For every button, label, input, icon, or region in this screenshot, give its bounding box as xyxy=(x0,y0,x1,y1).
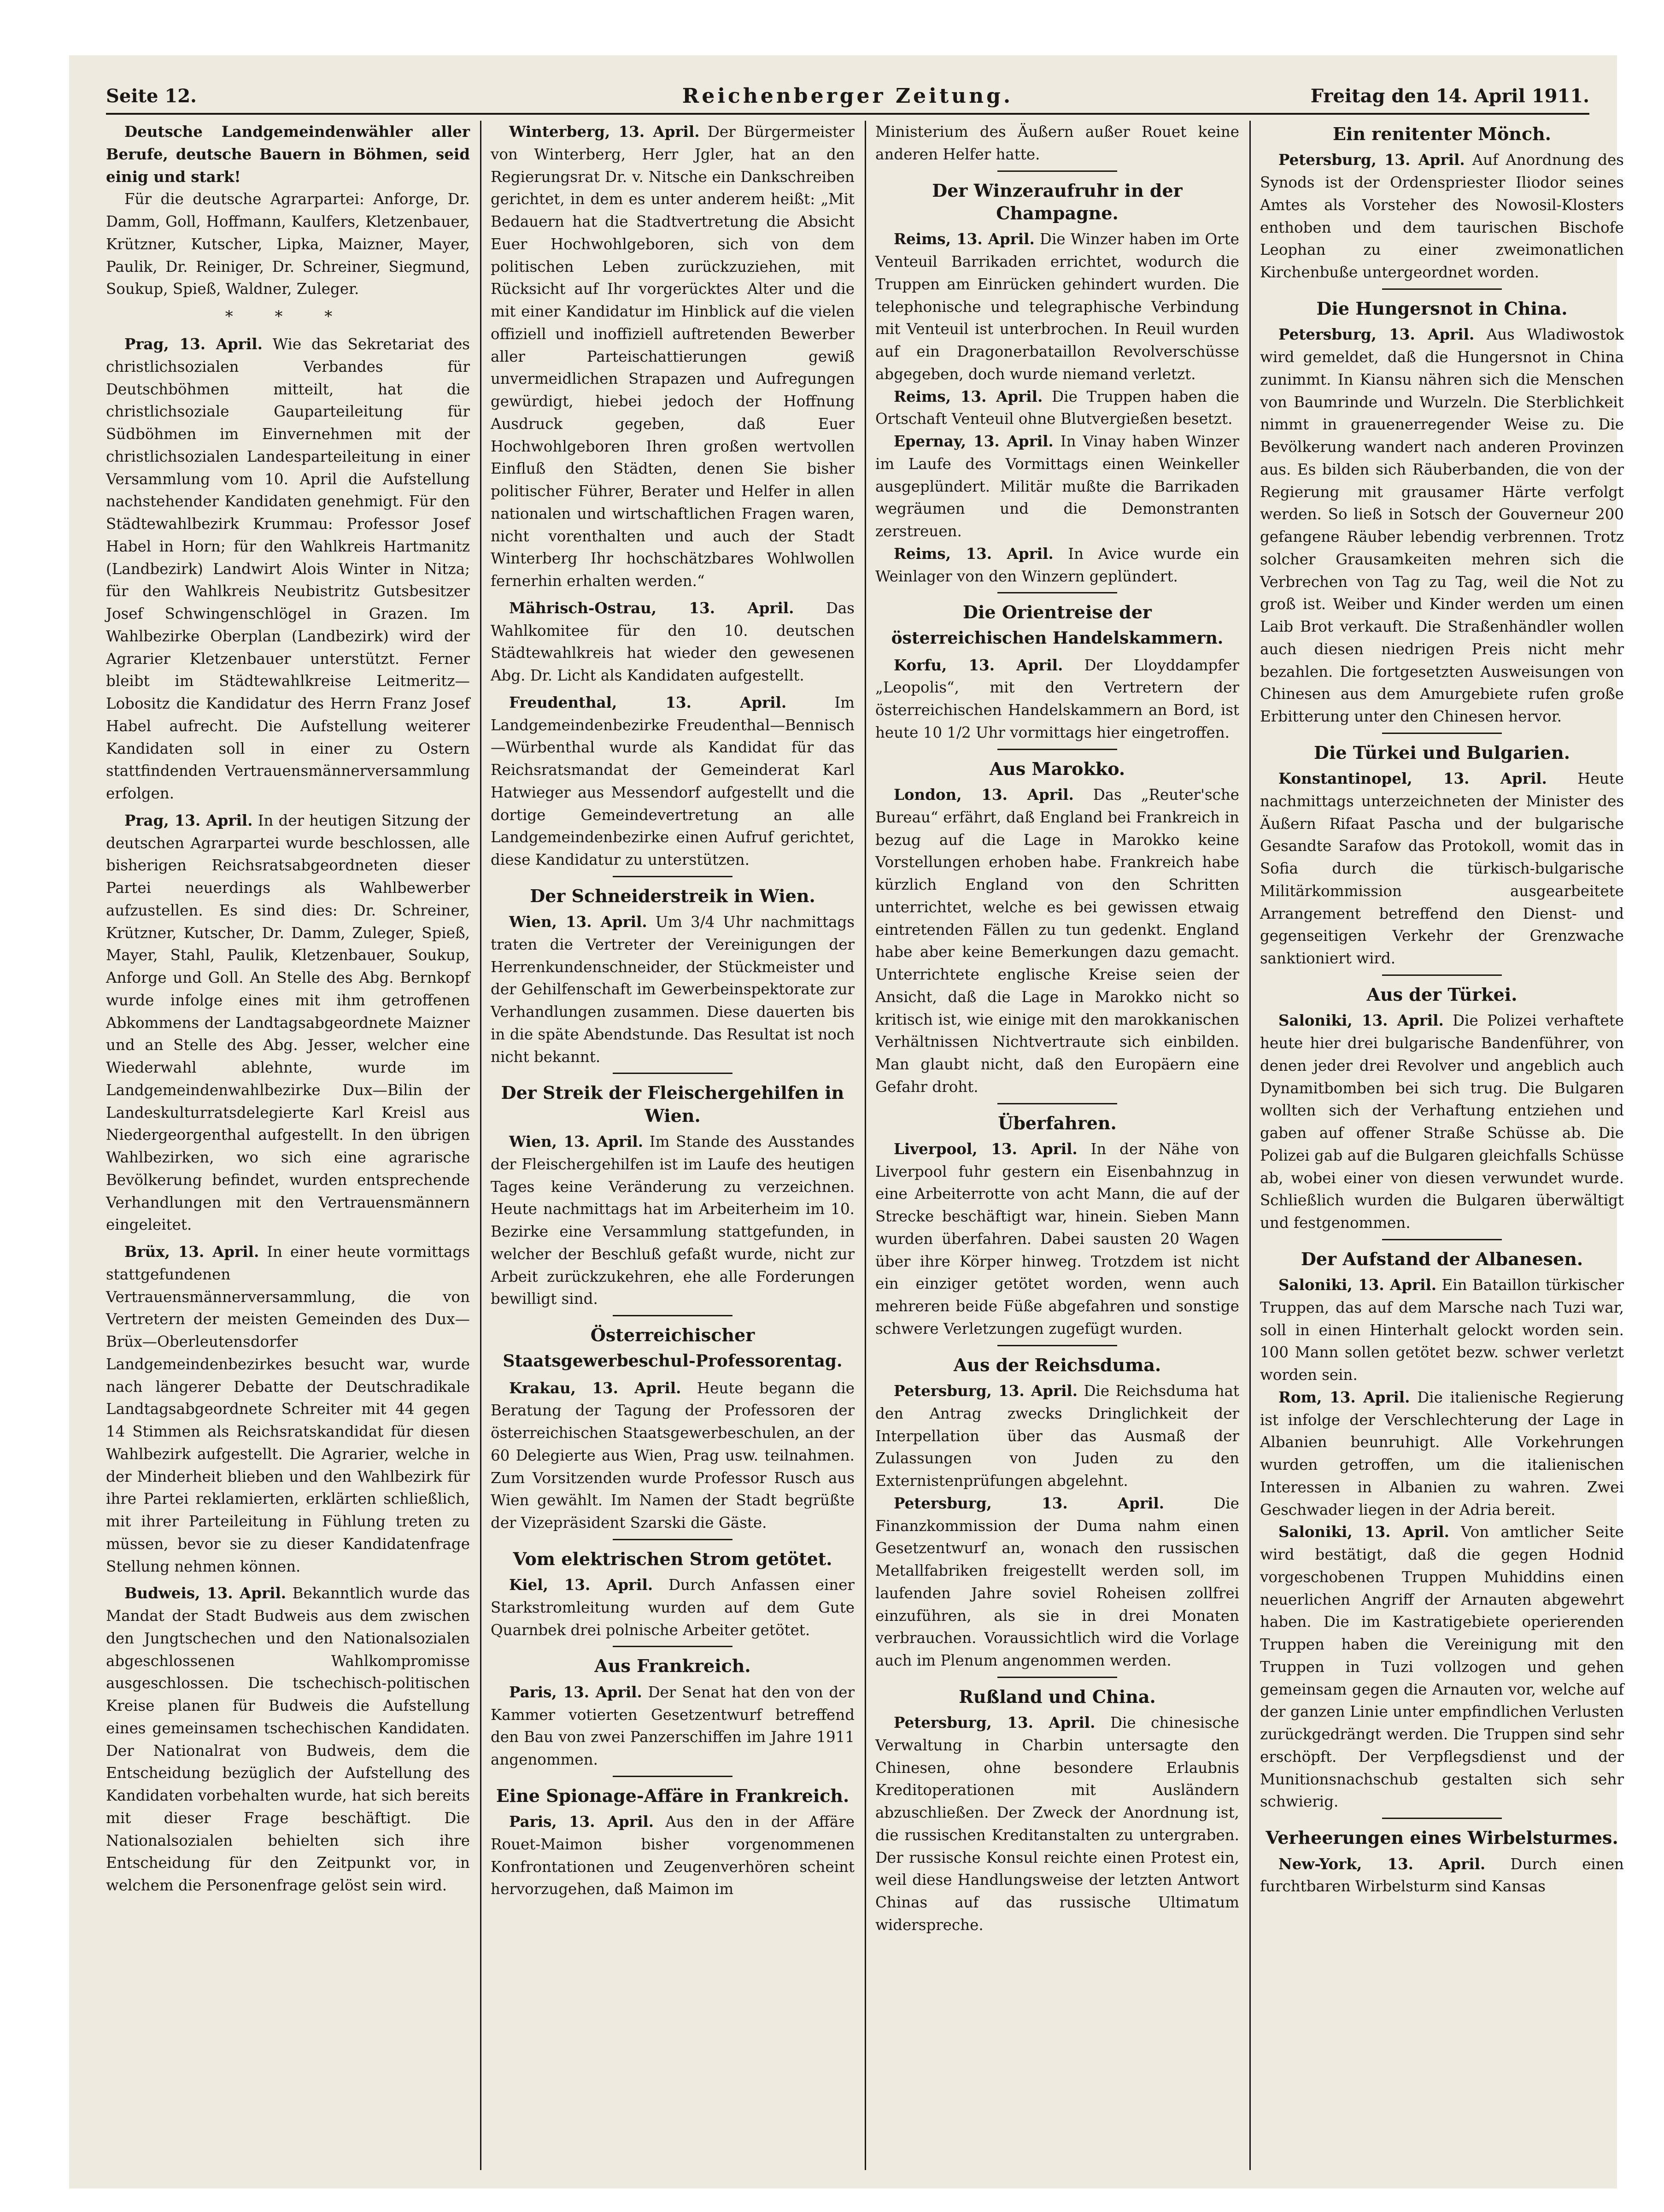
separator-rule xyxy=(1382,974,1502,976)
column-3 xyxy=(875,121,1239,2170)
news-item xyxy=(1260,149,1624,284)
dateline: Paris, 13. April. xyxy=(509,1683,642,1701)
news-item xyxy=(491,1574,855,1641)
section-heading: Der Schneiderstreik in Wien. xyxy=(530,885,815,906)
news-item xyxy=(491,1811,855,1901)
news-item xyxy=(1260,768,1624,970)
column-rule xyxy=(865,121,866,2170)
item-text: Die Truppen haben die Ortschaft Venteuil ohne Blutvergießen besetzt. xyxy=(875,387,1239,428)
appeal-text: Deutsche Landgemeindenwähler aller Berufe, deutsche Bauern in Böhmen, seid einig und stark! xyxy=(106,123,470,186)
separator-rule xyxy=(613,876,732,877)
separator-rule xyxy=(997,749,1117,750)
section-heading: Der Streik der Fleischergehilfen in Wien. xyxy=(501,1082,844,1126)
news-item xyxy=(1260,1853,1624,1898)
column-rule xyxy=(480,121,481,2170)
news-item xyxy=(875,228,1239,587)
section-heading: Aus der Türkei. xyxy=(1366,984,1518,1005)
election-appeal xyxy=(106,121,470,300)
section-heading: Eine Spionage-Affäre in Frankreich. xyxy=(496,1785,850,1806)
dateline: New-York, 13. April. xyxy=(1278,1854,1486,1873)
news-item xyxy=(875,654,1239,744)
section-heading: Der Aufstand der Albanesen. xyxy=(1301,1248,1583,1269)
item-text: In einer heute vormittags stattgefundenen Vertrauensmännerversammlung, die von Vertretern der meisten Gemeinden des Dux—Brüx—Oberleutensdorfer Landgemeindenbezirkes besucht war, wurde nach längerer Debatte der Deutschradikale Landtagsabgeordnete Schreiter mit 44 gegen 14 Stimmen als Reichsratskandidat für diesen Wahlbezirk aufgestellt. Die Agrarier, welche in der Minderheit blieben und den Wahlbezirk für ihre Partei reklamierten, erklärten schließlich, mit ihrer Parteileitung in Fühlung treten zu müssen, bevor sie zu dieser Kandidatenfrage Stellung nehmen können. xyxy=(106,1243,470,1575)
section-heading: Die Orientreise der xyxy=(963,602,1152,623)
dateline: Petersburg, 13. April. xyxy=(894,1713,1096,1732)
item-text: Auf Anordnung des Synods ist der Ordenspriester Iliodor seines Amtes als Vorsteher des Nowosil-Klosters enthoben und dem taurischen Bischofe Leophan zu einer zweimonatlichen Kirchenbuße untergeordnet worden. xyxy=(1260,151,1624,282)
column-1 xyxy=(106,121,470,2170)
separator-rule xyxy=(997,1103,1117,1104)
dateline: Epernay, 13. April. xyxy=(894,432,1054,451)
dateline: Saloniki, 13. April. xyxy=(1278,1523,1449,1541)
item-text: Wie das Sekretariat des christlichsozialen Verbandes für Deutschböhmen mitteilt, hat die christlichsoziale Gauparteileitung für Südböhmen im Einvernehmen mit der christlichsozialen Landesparteileitung in einer Versammlung vom 10. April die Aufstellung nachstehender Kandidaten genehmigt. Für den Städtewahlbezirk Krummau: Professor Josef Habel in Horn; für den Wahlkreis Hartmanitz (Landbezirk) Landwirt Alois Winter in Nitza; für den Wahlkreis Neubistritz Gutsbesitzer Josef Schwingenschlögel in Grazen. Im Wahlbezirke Oberplan (Landbezirk) wird der Agrarier Kletzenbauer unterstützt. Ferner bleibt im Städtewahlkreise Leitmeritz—Lobositz die Kandidatur des Herrn Franz Josef Habel aufrecht. Die Aufstellung weiterer Kandidaten soll in einer zu Ostern stattfindenden Vertrauensmännerversammlung erfolgen. xyxy=(106,335,470,802)
item-text: Heute begann die Beratung der Tagung der Professoren der österreichischen Staatsgewerbeschulen, an der 60 Delegierte aus Wien, Prag usw. teilnahmen. Zum Vorsitzenden wurde Professor Rusch aus Wien gewählt. Im Namen der Stadt begrüßte der Vizepräsident Szarski die Gäste. xyxy=(491,1379,855,1532)
news-item xyxy=(491,597,855,687)
dateline: Liverpool, 13. April. xyxy=(894,1139,1078,1158)
news-item xyxy=(106,810,470,1236)
item-text: Der Lloyddampfer „Leopolis“, mit den Vertretern der österreichischen Handelskammern an Bord, ist heute 10 1/2 Uhr vormittags hier eingetroffen. xyxy=(875,656,1239,741)
news-item xyxy=(491,692,855,871)
section-heading: Die Hungersnot in China. xyxy=(1316,298,1568,319)
section-heading: Die Türkei und Bulgarien. xyxy=(1314,742,1570,763)
news-item xyxy=(1260,1274,1624,1813)
item-text: Das Wahlkomitee für den 10. deutschen Städtewahlkreis hat wieder den gewesenen Abg. Dr. Licht als Kandidaten aufgestellt. xyxy=(491,599,855,684)
dateline: Krakau, 13. April. xyxy=(509,1379,681,1397)
news-item xyxy=(106,1241,470,1578)
paper-title: Reichenberger Zeitung. xyxy=(682,84,1014,108)
separator-rule xyxy=(1382,1239,1502,1240)
dateline: Kiel, 13. April. xyxy=(509,1576,653,1594)
item-text: Die Reichsduma hat den Antrag zwecks Dringlichkeit der Interpellation über das Ausmaß der Zulassungen von Juden zu den Externistenprüfungen abgelehnt. xyxy=(875,1382,1239,1490)
news-item xyxy=(875,1712,1239,1936)
column-4 xyxy=(1260,121,1624,2170)
dateline: Reims, 13. April. xyxy=(894,387,1043,405)
dateline: Paris, 13. April. xyxy=(509,1813,654,1831)
dateline: Reims, 13. April. xyxy=(894,230,1035,248)
dateline: Freudenthal, 13. April. xyxy=(509,693,787,711)
dateline: Winterberg, 13. April. xyxy=(509,123,700,141)
news-item xyxy=(491,1681,855,1771)
news-item xyxy=(491,911,855,1068)
separator-rule xyxy=(613,1315,732,1316)
dateline: Rom, 13. April. xyxy=(1278,1388,1410,1406)
section-heading: Aus Marokko. xyxy=(989,758,1125,779)
running-head xyxy=(106,81,1589,113)
item-text: Um 3/4 Uhr nachmittags traten die Vertreter der Vereinigungen der Herrenkundenschneider, der Stückmeister und der Gehilfenschaft im Gewerbeinspektorate zur Verhandlungen zusammen. Diese dauerten bis in die späte Abendstunde. Das Resultat ist noch nicht bekannt. xyxy=(491,913,855,1066)
item-text: Die Finanzkommission der Duma nahm einen Gesetzentwurf an, wonach den russischen Metallfabriken freigestellt werden soll, im laufenden Jahre soviel Roheisen zollfrei einzuführen, als sie in drei Monaten verbrauchen. Voraussichtlich wird die Vorlage auch im Plenum angenommen werden. xyxy=(875,1494,1239,1670)
item-text: Das „Reuter'sche Bureau“ erfährt, daß England bei Frankreich in bezug auf die Lage in Marokko keine Vorstellungen erhoben habe. Frankreich habe kürzlich England von den Schritten unterrichtet, welche es bei gewissen etwaig eintretenden Fällen zu tun gedenkt. England habe aber keine Bemerkungen dazu gemacht. Unterrichtete englische Kreise seien der Ansicht, daß die Lage in Marokko nicht so kritisch ist, wie einige mit den marokkanischen Verhältnissen Nichtvertraute sich einbilden. Man glaubt nicht, daß den Europäern eine Gefahr droht. xyxy=(875,786,1239,1096)
separator-rule xyxy=(997,170,1117,172)
news-item xyxy=(106,1582,470,1897)
item-text: Durch Anfassen einer Starkstromleitung wurden auf dem Gute Quarnbek drei polnische Arbeiter getötet. xyxy=(491,1576,855,1639)
section-heading: Rußland und China. xyxy=(959,1686,1156,1707)
column-rule xyxy=(1249,121,1251,2170)
dateline: Konstantinopel, 13. April. xyxy=(1278,769,1547,788)
columns xyxy=(106,121,1624,2170)
separator-rule xyxy=(613,1073,732,1074)
item-text: In der Nähe von Liverpool fuhr gestern ein Eisenbahnzug in eine Arbeiterrotte von acht Mann, die auf der Strecke beschäftigt war, hinein. Sieben Mann wurden überfahren. Dabei sausten 20 Wagen über ihre Körper hinweg. Trotzdem ist nicht ein einziger getötet worden, wenn auch mehreren beide Füße abgefahren und sonstige schwere Verletzungen zugefügt wurden. xyxy=(875,1140,1239,1338)
item-text: In Vinay haben Winzer im Laufe des Vormittags einen Weinkeller ausgeplündert. Militär mußte die Barrikaden wegräumen und die Demonstranten zerstreuen. xyxy=(875,433,1239,540)
item-text: Die Polizei verhaftete heute hier drei bulgarische Bandenführer, von denen jeder drei Revolver und angeblich auch Dynamitbomben bei sich trug. Die Bulgaren wollten sich der Verhaftung entziehen und gaben auf offener Straße Schüsse ab. Die Polizei gab auf die Bulgaren gleichfalls Schüsse ab, wobei einer von diesen verwundet wurde. Schließlich wurden die Bulgaren überwältigt und festgenommen. xyxy=(1260,1012,1624,1232)
section-heading: Der Winzeraufruhr in der Champagne. xyxy=(932,180,1183,223)
item-text: Der Bürgermeister von Winterberg, Herr Jgler, hat an den Regierungsrat Dr. v. Nitsche ein Dankschreiben gerichtet, in dem es unter anderem heißt: „Mit Bedauern hat die Stadtvertretung die Absicht Euer Hochwohlgeboren, sich von dem politischen Leben zurückzuziehen, mit Rücksicht auf Ihr vorgerücktes Alter und die mit einer Kandidatur im Hinblick auf die vielen offiziell und inoffiziell auftretenden Bewerber aller Parteischattierungen gewiß unvermeidlichen Strapazen und Aufregungen gewürdigt, hiebei jedoch der Hoffnung Ausdruck gegeben, daß Euer Hochwohlgeboren Ihren großen wertvollen Einfluß den Städten, denen Sie bisher politischer Führer, Berater und Helfer in allen nationalen und wirtschaftlichen Fragen waren, nicht vorenthalten und auch der Stadt Winterberg Ihr hochschätzbares Wohlwollen fernerhin erhalten werden.“ xyxy=(491,123,855,590)
news-item xyxy=(491,1131,855,1310)
dateline: Prag, 13. April. xyxy=(124,335,263,353)
dateline: Prag, 13. April. xyxy=(124,811,253,829)
newspaper-page xyxy=(69,55,1624,2189)
item-text: Die Winzer haben im Orte Venteuil Barrikaden errichtet, wodurch die Truppen am Einrücken gehindert wurden. Die telephonische und telegraphische Verbindung mit Venteuil ist unterbrochen. In Reuil wurden auf ein Dragonerbataillon Revolverschüsse abgegeben, doch wurde niemand verletzt. xyxy=(875,230,1239,383)
section-stars: * * * xyxy=(225,307,351,326)
section-heading: Ein renitenter Mönch. xyxy=(1333,123,1551,144)
separator-rule xyxy=(1382,288,1502,290)
separator-rule xyxy=(613,1776,732,1777)
separator-rule xyxy=(997,1345,1117,1346)
dateline: Mährisch-Ostrau, 13. April. xyxy=(509,598,794,617)
dateline: Saloniki, 13. April. xyxy=(1278,1011,1444,1030)
dateline: Reims, 13. April. xyxy=(894,544,1054,563)
dateline: Petersburg, 13. April. xyxy=(1278,151,1465,169)
news-item xyxy=(1260,1009,1624,1234)
item-text: In Avice wurde ein Weinlager von den Winzern geplündert. xyxy=(875,545,1239,585)
separator-rule xyxy=(613,1646,732,1647)
section-heading: Aus der Reichsduma. xyxy=(953,1354,1161,1375)
separator-rule xyxy=(1382,1818,1502,1819)
dateline: Petersburg, 13. April. xyxy=(1278,325,1475,344)
item-text: Im Stande des Ausstandes der Fleischergehilfen ist im Laufe des heutigen Tages keine Veränderung zu verzeichnen. Heute nachmittags hat im Arbeiterheim im 10. Bezirke eine Versammlung stattgefunden, in welcher der Beschluß gefaßt wurde, nicht zur Arbeit zurückzukehren, ehe alle Forderungen bewilligt sind. xyxy=(491,1133,855,1308)
item-text: Heute nachmittags unterzeichneten der Minister des Äußern Rifaat Pascha und der bulgarische Gesandte Sarafow das Protokoll, womit das in Sofia durch die türkisch-bulgarische Militärkommission ausgearbeitete Arrangement betreffend den Dienst- und gegenseitigen Verkehr der Grenzwache sanktioniert wird. xyxy=(1260,770,1624,968)
page-number: Seite 12. xyxy=(106,85,197,107)
separator-rule xyxy=(997,1677,1117,1678)
section-subheading: österreichischen Handelskammern. xyxy=(891,628,1224,648)
item-text: Die chinesische Verwaltung in Charbin untersagte den Chinesen, ohne besondere Erlaubnis Kreditoperationen mit Ausländern abzuschließen. Der Zweck der Anordnung ist, die russischen Kreditanstalten zu untergraben. Der russische Konsul reichte einen Protest ein, weil diese Handlungsweise der letzten Antwort Chinas auf das russische Ultimatum widerspreche. xyxy=(875,1714,1239,1934)
separator-rule xyxy=(613,1539,732,1540)
item-text: Bekanntlich wurde das Mandat der Stadt Budweis aus dem zwischen den Jungtschechen und den Nationalsozialen abgeschlossenen Wahlkompromisse ausgeschlossen. Die tschechisch-politischen Kreise planen für Budweis die Aufstellung eines gemeinsamen tschechischen Kandidaten. Der Nationalrat von Budweis, dem die Entscheidung bezüglich der Aufstellung des Kandidaten vorbehalten wurde, hat sich bereits mit dieser Frage beschäftigt. Die Nationalsozialen behielten sich ihre Entscheidung für den Zeitpunkt vor, in welchem die Personenfrage gelöst sein wird. xyxy=(106,1584,470,1894)
separator-rule xyxy=(997,592,1117,593)
dateline: Wien, 13. April. xyxy=(509,1132,644,1151)
dateline: Wien, 13. April. xyxy=(509,913,647,931)
section-heading: Verheerungen eines Wirbelsturmes. xyxy=(1266,1827,1618,1848)
section-heading: Vom elektrischen Strom getötet. xyxy=(513,1548,832,1569)
dateline: Petersburg, 13. April. xyxy=(894,1494,1165,1512)
dateline: Saloniki, 13. April. xyxy=(1278,1276,1437,1294)
column-2 xyxy=(491,121,855,2170)
item-text: Ministerium des Äußern außer Rouet keine anderen Helfer hatte. xyxy=(875,123,1239,163)
header-rule xyxy=(106,113,1589,115)
section-heading: Überfahren. xyxy=(998,1112,1117,1133)
item-text: Ein Bataillon türkischer Truppen, das auf dem Marsche nach Tuzi war, soll in einen Hinterhalt gelockt worden sein. 100 Mann sollen getötet bezw. schwer verletzt worden sein. xyxy=(1260,1276,1624,1384)
dateline: Korfu, 13. April. xyxy=(894,656,1063,674)
dateline: Budweis, 13. April. xyxy=(124,1584,287,1602)
item-text: Die italienische Regierung ist infolge der Verschlechterung der Lage in Albanien beunruhigt. Alle Vorkehrungen wurden getroffen, um die italienischen Interessen in Albanien zu wahren. Zwei Geschwader liegen in der Adria bereit. xyxy=(1260,1388,1624,1519)
news-item xyxy=(491,1377,855,1534)
item-text: In der heutigen Sitzung der deutschen Agrarpartei wurde beschlossen, alle bisherigen Reichsratsabgeordneten dieser Partei neuerdings als Wahlbewerber aufzustellen. Es sind dies: Dr. Schreiner, Krützner, Kutscher, Dr. Damm, Zuleger, Spieß, Mayer, Stahl, Paulik, Kletzenbauer, Soukup, Anforge und Goll. An Stelle des Abg. Bernkopf wurde infolge eines mit ihm getroffenen Abkommens der Landtagsabgeordnete Maizner und an Stelle des Abg. Jesser, welcher eine Wiederwahl ablehnte, wurde im Landgemeindenwahlbezirke Dux—Bilin der Landeskulturratsdelegierte Karl Kreisl aus Niedergeorgenthal aufgestellt. In den übrigen Wahlbezirken, wo sich eine agrarische Bevölkerung befindet, wurden entsprechende Verhandlungen mit den Vertrauensmännern eingeleitet. xyxy=(106,811,470,1234)
dateline: London, 13. April. xyxy=(894,786,1074,804)
item-text: Aus den in der Affäre Rouet-Maimon bisher vorgenommenen Konfrontationen und Zeugenverhören scheint hervorzugehen, daß Maimon im xyxy=(491,1813,855,1898)
section-subheading: Staatsgewerbeschul-Professorentag. xyxy=(503,1351,843,1371)
separator-rule xyxy=(1382,733,1502,734)
news-item xyxy=(875,784,1239,1098)
item-text: Durch einen furchtbaren Wirbelsturm sind Kansas xyxy=(1260,1855,1624,1895)
news-item xyxy=(875,1380,1239,1672)
news-item xyxy=(1260,323,1624,728)
item-text: Im Landgemeindenbezirke Freudenthal—Bennisch—Würbenthal wurde als Kandidat für das Reichsratsmandat der Gemeinderat Karl Hatwieger aus Messendorf aufgestellt und die dortige Gemeindevertretung an alle Landgemeindenbezirke einen Aufruf gerichtet, diese Kandidatur zu unterstützen. xyxy=(491,693,855,868)
section-heading: Aus Frankreich. xyxy=(594,1655,751,1677)
appeal-signatories: Für die deutsche Agrarpartei: Anforge, Dr. Damm, Goll, Hoffmann, Kaulfers, Kletzenbauer, Krützner, Kutscher, Lipka, Maizner, Mayer, Paulik, Dr. Reiniger, Dr. Schreiner, Siegmund, Soukup, Spieß, Waldner, Zuleger. xyxy=(106,190,470,298)
issue-date: Freitag den 14. April 1911. xyxy=(1310,85,1589,107)
section-heading: Österreichischer xyxy=(590,1325,755,1346)
item-text: Der Senat hat den von der Kammer votierten Gesetzentwurf betreffend den Bau von zwei Panzerschiffen im Jahre 1911 angenommen. xyxy=(491,1683,855,1769)
dateline: Petersburg, 13. April. xyxy=(894,1382,1078,1400)
item-text: Aus Wladiwostok wird gemeldet, daß die Hungersnot in China zunimmt. In Kiansu nähren sich die Menschen von Baumrinde und Wurzeln. Die Sterblichkeit nimmt in grauenerregender Weise zu. Die Bevölkerung wandert nach anderen Provinzen aus. Es bilden sich Räuberbanden, die von der Regierung mit grausamer Härte verfolgt werden. So ließ in Sotsch der Gouverneur 200 gefangene Räuber lebendig verbrennen. Trotz solcher Grausamkeiten mehren sich die Verbrechen von Tag zu Tag, weil die Not zu groß ist. Weiber und Kinder werden um einen Laib Brot verkauft. Die Straßenhändler wollen auch diesen niedrigen Preis nicht mehr bezahlen. Die fortgesetzten Ausweisungen von Chinesen aus dem Amurgebiete rufen große Erbitterung unter den Chinesen hervor. xyxy=(1260,326,1624,726)
carried-over-text xyxy=(875,121,1239,166)
news-item xyxy=(106,333,470,805)
news-item xyxy=(875,1138,1239,1340)
news-item xyxy=(491,121,855,593)
item-text: Von amtlicher Seite wird bestätigt, daß die gegen Hodnid vorgeschobenen Truppen Muhiddins einen neuerlichen Angriff der Arnauten abgewehrt haben. Die im Kastratigebiete operierenden Truppen haben die Vereinigung mit den Truppen in Tuzi vollzogen und gehen gemeinsam gegen die Arnauten vor, welche auf der ganzen Linie unter empfindlichen Verlusten zurückgedrängt werden. Die Truppen sind sehr erschöpft. Der Verpflegsdienst und der Munitionsnachschub gestalten sich sehr schwierig. xyxy=(1260,1523,1624,1811)
dateline: Brüx, 13. April. xyxy=(124,1243,259,1261)
